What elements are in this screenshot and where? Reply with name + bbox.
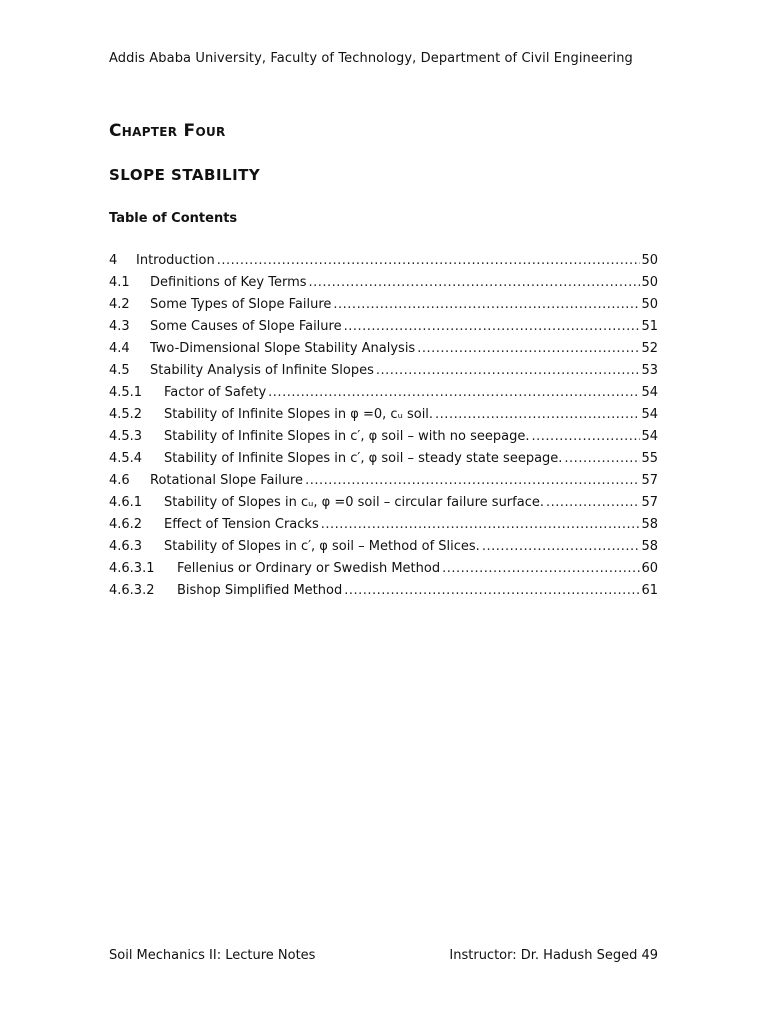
toc-entry-page: 50: [641, 253, 658, 268]
page-header: Addis Ababa University, Faculty of Technology, Department of Civil Engineering: [109, 51, 633, 66]
toc-entry-title: Effect of Tension Cracks: [164, 517, 319, 532]
toc-dot-leader: [309, 275, 641, 290]
toc-entry[interactable]: [109, 297, 658, 319]
toc-entry-page: 55: [641, 451, 658, 466]
toc-entry-title: Stability of Infinite Slopes in c′, φ soil – steady state seepage.: [164, 451, 563, 466]
toc-entry-page: 52: [641, 341, 658, 356]
toc-dot-leader: [435, 407, 640, 422]
toc-entry-title: Rotational Slope Failure: [150, 473, 304, 488]
footer-instructor-page: Instructor: Dr. Hadush Seged 49: [449, 948, 658, 963]
toc-entry-number: 4.5: [109, 363, 130, 378]
toc-entry[interactable]: [109, 407, 658, 429]
toc-entry-number: 4.6.3.1: [109, 561, 155, 576]
toc-entry-title: Two-Dimensional Slope Stability Analysis: [150, 341, 416, 356]
toc-entry-page: 54: [641, 429, 658, 444]
toc-entry[interactable]: [109, 319, 658, 341]
toc-entry-page: 54: [641, 385, 658, 400]
toc-entry-title: Introduction: [136, 253, 215, 268]
toc-entry-number: 4.3: [109, 319, 130, 334]
toc-entry[interactable]: [109, 473, 658, 495]
toc-entry-page: 58: [641, 539, 658, 554]
toc-entry[interactable]: [109, 253, 658, 275]
toc-entry[interactable]: [109, 539, 658, 561]
toc-entry-number: 4.6: [109, 473, 130, 488]
toc-entry-number: 4.1: [109, 275, 130, 290]
toc-entry[interactable]: [109, 495, 658, 517]
toc-entry-page: 61: [641, 583, 658, 598]
toc-entry-number: 4.6.1: [109, 495, 143, 510]
toc-entry-page: 50: [641, 275, 658, 290]
toc-dot-leader: [546, 495, 640, 510]
toc-entry-title: Factor of Safety: [164, 385, 267, 400]
toc-entry-number: 4.6.3.2: [109, 583, 155, 598]
toc-heading: Table of Contents: [109, 211, 238, 226]
toc-dot-leader: [564, 451, 640, 466]
toc-entry[interactable]: [109, 583, 658, 605]
toc-dot-leader: [344, 583, 640, 598]
toc-entry-number: 4: [109, 253, 118, 268]
toc-entry-title: Stability of Infinite Slopes in c′, φ soil – with no seepage.: [164, 429, 530, 444]
toc-entry-title: Stability of Slopes in cᵤ, φ =0 soil – circular failure surface.: [164, 495, 544, 510]
toc-entry-page: 51: [641, 319, 658, 334]
toc-entry[interactable]: [109, 363, 658, 385]
toc-entry-title: Some Causes of Slope Failure: [150, 319, 342, 334]
section-title: SLOPE STABILITY: [109, 166, 261, 184]
toc-entry-title: Fellenius or Ordinary or Swedish Method: [177, 561, 441, 576]
toc-dot-leader: [482, 539, 641, 554]
toc-entry-page: 50: [641, 297, 658, 312]
toc-entry-title: Stability of Slopes in c′, φ soil – Method of Slices.: [164, 539, 480, 554]
toc-entry-title: Definitions of Key Terms: [150, 275, 307, 290]
toc-entry-number: 4.5.2: [109, 407, 143, 422]
toc-entry-title: Some Types of Slope Failure: [150, 297, 332, 312]
toc-entry-page: 58: [641, 517, 658, 532]
toc-entry-number: 4.6.2: [109, 517, 143, 532]
toc-entry-page: 53: [641, 363, 658, 378]
toc-dot-leader: [417, 341, 640, 356]
toc-entry-number: 4.5.3: [109, 429, 143, 444]
toc-entry-number: 4.2: [109, 297, 130, 312]
footer-course-title: Soil Mechanics II: Lecture Notes: [109, 948, 316, 963]
toc-dot-leader: [344, 319, 641, 334]
toc-entry-title: Stability Analysis of Infinite Slopes: [150, 363, 374, 378]
toc-dot-leader: [531, 429, 640, 444]
toc-entry-title: Bishop Simplified Method: [177, 583, 343, 598]
toc-entry[interactable]: [109, 429, 658, 451]
toc-entry-number: 4.6.3: [109, 539, 143, 554]
toc-entry-number: 4.5.4: [109, 451, 143, 466]
toc-dot-leader: [321, 517, 641, 532]
toc-dot-leader: [333, 297, 640, 312]
toc-entry-page: 57: [641, 473, 658, 488]
toc-entry[interactable]: [109, 275, 658, 297]
toc-dot-leader: [268, 385, 640, 400]
toc-entry[interactable]: [109, 561, 658, 583]
toc-entry-number: 4.5.1: [109, 385, 143, 400]
toc-entry[interactable]: [109, 517, 658, 539]
toc-entry-page: 57: [641, 495, 658, 510]
toc-entry-page: 60: [641, 561, 658, 576]
chapter-title: Chapter Four: [109, 121, 226, 141]
toc-dot-leader: [376, 363, 641, 378]
table-of-contents: [109, 253, 658, 605]
toc-dot-leader: [217, 253, 641, 268]
toc-entry-number: 4.4: [109, 341, 130, 356]
toc-entry[interactable]: [109, 385, 658, 407]
toc-entry[interactable]: [109, 451, 658, 473]
toc-entry-title: Stability of Infinite Slopes in φ =0, cᵤ soil.: [164, 407, 434, 422]
toc-entry[interactable]: [109, 341, 658, 363]
toc-dot-leader: [442, 561, 640, 576]
toc-dot-leader: [305, 473, 640, 488]
toc-entry-page: 54: [641, 407, 658, 422]
